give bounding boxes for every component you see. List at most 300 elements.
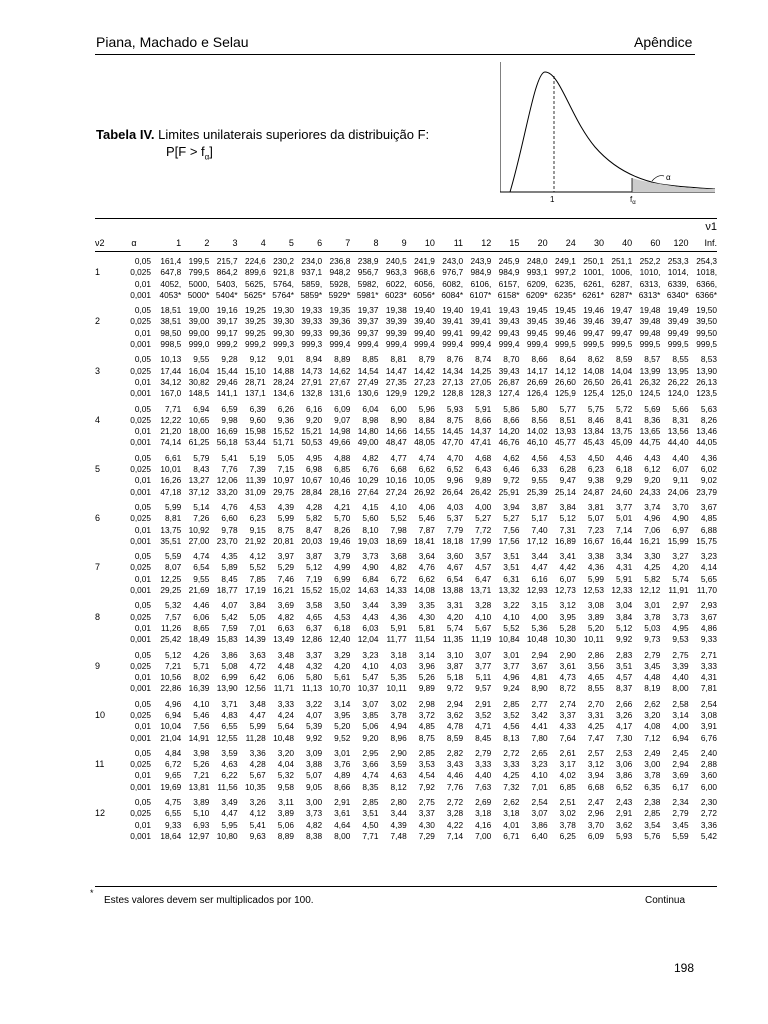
alpha-value: 0,01 (134, 622, 151, 633)
alpha-value: 0,025 (130, 611, 151, 622)
table-cell: 2,43 (616, 797, 633, 808)
nu2-value: 10 (95, 709, 106, 720)
table-cell: 3,48 (277, 649, 294, 660)
table-cell: 5,95 (221, 819, 238, 830)
table-cell: 3,29 (334, 649, 351, 660)
nu2-value (95, 793, 117, 808)
table-cell: 3,60 (446, 551, 464, 562)
table-cell: 999,4 (470, 339, 492, 350)
table-cell: 15,44 (216, 365, 238, 376)
table-cell: 5,47 (362, 672, 379, 683)
table-cell: 6,99 (334, 573, 351, 584)
nu2-value (95, 820, 117, 831)
table-row (95, 525, 717, 536)
table-cell: 999,5 (696, 339, 717, 350)
table-cell: 5,79 (193, 452, 210, 463)
table-cell: 3,78 (644, 611, 661, 622)
table-cell: 3,44 (390, 808, 407, 819)
table-cell: 3,89 (587, 611, 604, 622)
continua-label: Continua (645, 895, 686, 906)
table-cell: 9,07 (334, 414, 351, 425)
table-cell: 5,06 (277, 819, 294, 830)
table-cell: 9,72 (503, 475, 520, 486)
table-bottom-rule (95, 886, 717, 887)
table-cell: 6,28 (559, 464, 576, 475)
table-cell: 6209* (525, 289, 548, 300)
table-cell: 3,23 (700, 551, 717, 562)
alpha-value: 0,001 (130, 683, 151, 694)
table-cell: 6,16 (531, 573, 548, 584)
table-cell: 3,22 (305, 698, 323, 709)
table-cell: 6,84 (362, 573, 379, 584)
table-cell: 899,6 (244, 267, 266, 278)
table-cell: 8,70 (503, 354, 520, 365)
table-cell: 7,19 (305, 573, 323, 584)
table-cell: 3,37 (305, 649, 323, 660)
table-cell: 8,98 (362, 414, 379, 425)
table-cell: 2,90 (390, 747, 407, 758)
table-cell: 9,58 (277, 781, 294, 792)
table-cell: 137,1 (244, 388, 266, 399)
table-cell: 3,18 (390, 649, 407, 660)
table-cell: 19,49 (667, 305, 689, 316)
table-cell: 3,34 (616, 551, 633, 562)
table-cell: 2,74 (559, 698, 576, 709)
table-cell: 4,36 (587, 562, 604, 573)
nu2-value (95, 487, 117, 498)
table-cell: 984,9 (498, 267, 520, 278)
table-row (95, 596, 717, 611)
table-cell: 46,76 (498, 437, 520, 448)
table-cell: 997,2 (555, 267, 576, 278)
table-cell: 3,04 (616, 600, 633, 611)
table-cell: 4,82 (362, 452, 379, 463)
table-row (95, 683, 717, 694)
table-cell: 14,91 (188, 732, 210, 743)
table-cell: 6,23 (587, 464, 604, 475)
table-cell: 9,12 (249, 354, 266, 365)
table-cell: 8,55 (587, 683, 604, 694)
table-cell: 19,48 (639, 305, 661, 316)
table-cell: 252,2 (639, 256, 661, 266)
table-cell: 148,5 (188, 388, 210, 399)
table-cell: 3,20 (644, 709, 661, 720)
column-header: 40 (604, 237, 632, 252)
table-cell: 9,20 (644, 475, 661, 486)
alpha-label: α (117, 237, 153, 252)
table-cell: 1006, (611, 267, 633, 278)
table-cell: 6,63 (277, 622, 294, 633)
table-cell: 3,95 (559, 611, 576, 622)
table-cell: 6,43 (475, 464, 492, 475)
table-cell: 2,72 (700, 808, 717, 819)
table-cell: 3,64 (418, 551, 435, 562)
table-cell: 7,30 (616, 732, 633, 743)
table-cell: 3,23 (362, 649, 379, 660)
nu2-value (95, 350, 117, 365)
column-header: 15 (491, 237, 519, 252)
table-cell: 6056* (413, 289, 435, 300)
table-cell: 14,54 (357, 365, 379, 376)
table-cell: 10,65 (188, 414, 210, 425)
table-cell: 3,79 (334, 551, 351, 562)
running-header-authors: Piana, Machado e Selau (96, 34, 249, 50)
table-cell: 999,0 (188, 339, 210, 350)
table-cell: 999,2 (244, 339, 266, 350)
nu1-label: ν1 (153, 219, 717, 238)
table-cell: 3,72 (418, 709, 435, 720)
table-cell: 6261* (582, 289, 604, 300)
table-cell: 7,56 (193, 721, 210, 732)
table-cell: 8,00 (334, 830, 351, 841)
table-cell: 7,01 (531, 781, 548, 792)
alpha-value: 0,05 (134, 305, 151, 316)
table-cell: 4,30 (418, 819, 435, 830)
table-cell: 3,31 (446, 600, 464, 611)
table-row (95, 623, 717, 634)
table-cell: 2,96 (587, 808, 604, 819)
table-cell: 13,90 (216, 683, 238, 694)
table-cell: 3,70 (672, 501, 689, 512)
table-cell: 3,86 (221, 649, 238, 660)
table-cell: 3,62 (446, 709, 464, 720)
table-cell: 3,77 (616, 501, 633, 512)
table-row (95, 400, 717, 415)
table-row (95, 733, 717, 744)
table-row (95, 672, 717, 683)
table-cell: 4,65 (305, 611, 323, 622)
table-cell: 236,8 (329, 256, 351, 266)
table-cell: 4,94 (390, 721, 407, 732)
table-cell: 14,34 (442, 365, 464, 376)
table-cell: 4,10 (475, 611, 492, 622)
table-cell: 6157, (498, 278, 520, 289)
table-cell: 6,39 (249, 403, 266, 414)
table-cell: 3,02 (390, 698, 407, 709)
table-cell: 6287, (611, 278, 633, 289)
column-header: 60 (632, 237, 660, 252)
table-cell: 4,67 (446, 562, 464, 573)
table-cell: 6,46 (503, 464, 520, 475)
table-cell: 921,8 (273, 267, 294, 278)
table-cell: 5,59 (165, 551, 182, 562)
alpha-value: 0,01 (134, 376, 151, 387)
table-cell: 1018, (696, 267, 717, 278)
table-cell: 4,10 (390, 501, 407, 512)
table-cell: 99,49 (667, 327, 689, 338)
table-cell: 5,81 (418, 622, 435, 633)
nu2-label: ν2 (95, 237, 117, 252)
table-cell: 8,36 (644, 414, 661, 425)
table-cell: 8,07 (165, 562, 182, 573)
table-cell: 4,03 (390, 660, 407, 671)
table-cell: 253,3 (667, 256, 689, 266)
table-row (95, 426, 717, 437)
table-cell: 12,86 (301, 634, 323, 645)
table-cell: 984,9 (470, 267, 492, 278)
table-cell: 3,86 (616, 770, 633, 781)
table-cell: 4,88 (334, 452, 351, 463)
table-cell: 5,08 (221, 660, 238, 671)
column-header: 3 (209, 237, 237, 252)
nu2-value (95, 475, 117, 486)
nu2-value (95, 328, 117, 339)
nu2-value (95, 388, 117, 399)
table-cell: 3,95 (334, 709, 351, 720)
table-cell: 6,31 (503, 573, 520, 584)
table-cell: 19,33 (301, 305, 323, 316)
table-cell: 5,65 (700, 573, 717, 584)
table-cell: 5,27 (503, 513, 520, 524)
table-cell: 27,64 (357, 486, 379, 497)
table-cell: 4,47 (249, 709, 266, 720)
table-cell: 13,90 (696, 365, 717, 376)
nu2-value (95, 449, 117, 464)
table-cell: 11,71 (273, 683, 294, 694)
table-cell: 18,49 (188, 634, 210, 645)
table-cell: 39,43 (498, 365, 520, 376)
table-cell: 4,04 (277, 759, 294, 770)
table-cell: 25,42 (160, 634, 182, 645)
table-cell: 128,8 (442, 388, 464, 399)
table-cell: 6,52 (616, 781, 633, 792)
table-cell: 248,0 (526, 256, 548, 266)
table-cell: 39,46 (583, 316, 604, 327)
table-cell: 8,96 (390, 732, 407, 743)
table-cell: 2,85 (644, 808, 661, 819)
table-cell: 13,71 (470, 585, 492, 596)
table-cell: 5,05 (277, 452, 294, 463)
table-cell: 3,89 (193, 797, 210, 808)
nu2-value (95, 252, 117, 268)
nu2-value (95, 770, 117, 781)
table-row (95, 585, 717, 596)
column-header: 2 (181, 237, 209, 252)
table-cell: 5,42 (221, 611, 238, 622)
table-cell: 9,55 (531, 475, 548, 486)
table-cell: 25,14 (555, 486, 576, 497)
table-cell: 19,69 (160, 781, 182, 792)
table-cell: 3,14 (334, 698, 351, 709)
table-cell: 5,20 (334, 721, 351, 732)
table-cell: 4,90 (672, 513, 689, 524)
table-cell: 6261, (583, 278, 604, 289)
table-cell: 99,45 (526, 327, 548, 338)
table-cell: 4,76 (418, 562, 435, 573)
column-header: 9 (379, 237, 407, 252)
alpha-value: 0,025 (130, 267, 151, 278)
table-cell: 5,01 (616, 513, 633, 524)
table-cell: 39,17 (216, 316, 238, 327)
table-cell: 6,76 (700, 732, 717, 743)
table-cell: 215,7 (216, 256, 238, 266)
table-cell: 8,90 (531, 683, 548, 694)
table-cell: 10,05 (414, 475, 435, 486)
table-cell: 4,74 (193, 551, 210, 562)
table-cell: 8,72 (559, 683, 576, 694)
table-cell: 6,07 (559, 573, 576, 584)
table-cell: 27,00 (188, 535, 210, 546)
table-cell: 39,30 (273, 316, 294, 327)
table-cell: 4,43 (362, 611, 379, 622)
table-cell: 3,36 (700, 819, 717, 830)
table-cell: 10,84 (498, 634, 520, 645)
table-row (95, 759, 717, 770)
table-row (95, 820, 717, 831)
table-cell: 4053* (159, 289, 182, 300)
table-cell: 8,89 (277, 830, 294, 841)
table-cell: 27,05 (470, 376, 492, 387)
table-cell: 7,14 (446, 830, 464, 841)
table-cell: 27,67 (329, 376, 351, 387)
column-header: 20 (519, 237, 547, 252)
table-cell: 6,04 (362, 403, 379, 414)
table-cell: 28,84 (301, 486, 323, 497)
table-cell: 99,46 (555, 327, 576, 338)
table-cell: 8,10 (362, 524, 379, 535)
table-cell: 12,12 (639, 585, 661, 596)
table-cell: 99,43 (498, 327, 520, 338)
table-cell: 27,24 (385, 486, 407, 497)
table-cell: 5,91 (616, 573, 633, 584)
table-cell: 2,85 (418, 747, 435, 758)
table-cell: 6,18 (334, 622, 351, 633)
table-cell: 11,77 (386, 634, 407, 645)
table-row (95, 437, 717, 448)
table-cell: 18,18 (442, 535, 464, 546)
nu2-value: 7 (95, 562, 101, 573)
table-cell: 13,27 (188, 475, 210, 486)
table-cell: 4,20 (334, 660, 351, 671)
alpha-value: 0,01 (134, 426, 151, 437)
table-cell: 11,26 (161, 622, 182, 633)
table-cell: 9,92 (616, 634, 633, 645)
table-cell: 5,12 (616, 622, 633, 633)
table-cell: 19,38 (385, 305, 407, 316)
table-row (95, 793, 717, 808)
table-cell: 999,5 (583, 339, 604, 350)
table-cell: 3,30 (644, 551, 661, 562)
table-cell: 2,79 (644, 649, 661, 660)
table-cell: 4,99 (334, 562, 351, 573)
table-cell: 13,32 (498, 585, 520, 596)
table-row (95, 498, 717, 513)
table-cell: 3,27 (672, 551, 689, 562)
table-row (95, 782, 717, 793)
table-cell: 5,27 (475, 513, 492, 524)
table-cell: 4,56 (503, 721, 520, 732)
table-cell: 5,74 (672, 573, 689, 584)
table-cell: 2,86 (587, 649, 604, 660)
table-cell: 161,4 (160, 256, 182, 266)
table-cell: 5,60 (362, 513, 379, 524)
table-cell: 39,50 (696, 316, 717, 327)
table-cell: 3,78 (390, 709, 407, 720)
table-cell: 99,33 (301, 327, 323, 338)
table-cell: 2,90 (559, 649, 576, 660)
table-cell: 3,33 (700, 660, 717, 671)
table-cell: 45,43 (583, 437, 604, 448)
table-cell: 56,18 (216, 437, 238, 448)
nu2-value: 4 (95, 414, 101, 425)
table-row (95, 646, 717, 661)
alpha-value: 0,001 (130, 289, 151, 300)
table-cell: 3,01 (644, 600, 661, 611)
table-cell: 5929* (328, 289, 351, 300)
table-cell: 19,46 (583, 305, 604, 316)
table-cell: 3,00 (644, 759, 661, 770)
table-cell: 18,41 (414, 535, 435, 546)
nu2-value: 12 (95, 808, 106, 819)
table-cell: 8,75 (446, 414, 464, 425)
footnote-text: Estes valores devem ser multiplicados por 100. (104, 895, 314, 906)
curve-label-1: 1 (550, 195, 555, 204)
nu2-value (95, 301, 117, 316)
table-cell: 14,12 (555, 365, 576, 376)
table-cell: 7,56 (503, 524, 520, 535)
table-cell: 5,93 (616, 830, 633, 841)
table-cell: 9,55 (193, 573, 210, 584)
table-cell: 8,90 (390, 414, 407, 425)
table-cell: 8,81 (390, 354, 407, 365)
table-cell: 47,70 (442, 437, 464, 448)
table-cell: 5,91 (390, 622, 407, 633)
table-cell: 4,64 (334, 819, 351, 830)
table-cell: 4,20 (446, 611, 464, 622)
table-cell: 8,00 (672, 683, 689, 694)
table-title-label: Tabela IV. (96, 127, 155, 142)
table-cell: 9,73 (644, 634, 661, 645)
table-cell: 167,0 (160, 388, 182, 399)
nu2-value (95, 547, 117, 562)
column-header-row (95, 237, 717, 252)
nu2-value (95, 574, 117, 585)
alpha-value: 0,05 (134, 698, 151, 709)
table-cell: 6,85 (334, 464, 351, 475)
table-cell: 2,66 (616, 698, 633, 709)
table-cell: 11,91 (668, 585, 689, 596)
table-cell: 14,08 (583, 365, 604, 376)
table-row (95, 661, 717, 672)
table-cell: 3,74 (644, 501, 661, 512)
table-cell: 3,87 (446, 660, 464, 671)
table-cell: 3,52 (475, 709, 492, 720)
table-cell: 4,28 (249, 759, 266, 770)
table-cell: 9,28 (221, 354, 238, 365)
table-row (95, 513, 717, 524)
table-cell: 15,83 (216, 634, 238, 645)
table-cell: 7,31 (559, 524, 576, 535)
table-cell: 4,00 (475, 501, 492, 512)
table-cell: 3,49 (221, 797, 238, 808)
table-cell: 127,4 (498, 388, 520, 399)
table-cell: 4,82 (305, 819, 323, 830)
table-cell: 45,09 (611, 437, 633, 448)
table-title (96, 126, 429, 166)
table-cell: 4,41 (531, 721, 548, 732)
table-cell: 99,25 (244, 327, 266, 338)
table-cell: 2,94 (446, 698, 464, 709)
table-cell: 74,14 (160, 437, 182, 448)
table-cell: 6,72 (165, 759, 182, 770)
table-cell: 3,44 (531, 551, 548, 562)
table-cell: 14,33 (385, 585, 407, 596)
table-cell: 4,10 (362, 660, 379, 671)
table-cell: 4,72 (249, 660, 266, 671)
column-header: 4 (238, 237, 266, 252)
table-cell: 12,56 (244, 683, 266, 694)
nu2-value: 6 (95, 513, 101, 524)
